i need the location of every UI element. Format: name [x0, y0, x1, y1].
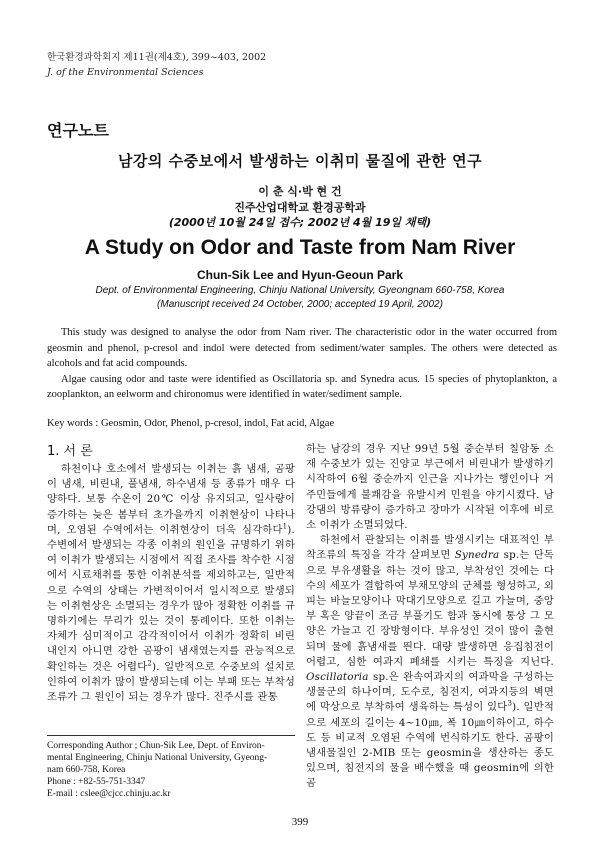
footnote-divider [47, 735, 295, 736]
section-tag: 연구노트 [47, 121, 109, 140]
title-en: A Study on Odor and Taste from Nam River [84, 236, 516, 259]
authors-ko: 이 춘 식·박 현 건 [258, 185, 342, 198]
authors-en: Chun-Sik Lee and Hyun-Geoun Park [196, 268, 404, 282]
body-text: ). 일반적으로 수중보의 설치로 인하여 이취가 많이 발생되는데 이는 부패 또는 부착성 조류가 그 원인이 되는 경우가 많다. 진주시를 관통 [47, 660, 295, 704]
body-text: 하천에서 관찰되는 이취를 발생시키는 대표적인 부착조류의 특징을 각각 살펴보면 [306, 534, 554, 562]
dates-ko: (2000년 10월 24일 접수; 2002년 4월 19일 채택) [168, 216, 432, 229]
abstract-paragraph: This study was designed to analyse the odor from Nam river. The characteristic odor in the water occurred from geosmin and phenol, p-cresol and indol were detected from sediment/water samples. The others were detected as alcohols and fat acid compounds. [47, 327, 557, 369]
journal-header [47, 50, 266, 80]
body-text: sp.는 단독으로 부유생활을 하는 것이 많고, 부착성인 것에는 다수의 세포가 결합하여 부채모양의 군체를 형성하고, 외피는 바늘모양이나 막대기모양으로 길고 가늘며, 중앙부 혹은 양끝이 조금 부풀기도 함과 동시에 통상 그 모양은 가늘고 긴 장방형이다. 부유성인 것이 많이 출현되며 물에 흙냄새를 띈다. 대량 발생하면 응집침전이 어렵고, 심한 여과지 폐쇄를 시키는 특징을 지닌다. [306, 549, 554, 668]
body-text: sp.은 완속여과지의 여과막을 구성하는 생물군의 하나이며, 도수로, 침전지, 여과지등의 벽면에 막상으로 부착하여 생육하는 특성이 있다 [306, 671, 554, 714]
species-name: Oscillatoria [306, 671, 369, 684]
section-heading-introduction: 1. 서 론 [47, 444, 93, 459]
footnote-line: E-mail : cslee@cjcc.chinju.ac.kr [47, 789, 171, 799]
body-column-left [47, 462, 295, 705]
keywords: Key words : Geosmin, Odor, Phenol, p-cresol, indol, Fat acid, Algae [47, 418, 335, 429]
citation-ref: 2 [147, 659, 152, 668]
footnote-line: Corresponding Author ; Chun-Sik Lee, Dept. of Environ- [47, 741, 265, 751]
page-number: 399 [291, 816, 309, 828]
footnote-line: mental Engineering, Chinju National University, Gyeong- [47, 753, 268, 763]
abstract [47, 325, 557, 403]
body-text: ). 일반적으로 세포의 길이는 4~10㎛, 폭 10㎛이하이고, 하수도 등 비교적 오염된 수역에 번식하기도 한다. 곰팡이 냄새물질인 2-MIB 또는 geosmin을 생산하는 종도 있으며, 침전지의 물을 배수했을 때 geosmin에 의한 곰 [306, 701, 554, 790]
dates-en: (Manuscript received 24 October, 2000; accepted 19 April, 2002) [157, 299, 443, 310]
affiliation-ko: 진주산업대학교 환경공학과 [234, 201, 366, 214]
body-paragraph: 하는 남강의 경우 지난 99년 5월 중순부터 칠암동 소재 수중보가 있는 진양교 부근에서 비린내가 발생하기 시작하여 6월 중순까지 인근을 지나가는 행인이나 거주민들에게 불쾌감을 유발시켜 민원을 야기시켰다. 남강댐의 방류량이 증가하고 장마가 시작된 이후에 비로소 이취가 소멸되었다. [306, 443, 554, 532]
abstract-paragraph: Algae causing odor and taste were identified as Oscillatoria sp. and Synedra acus. 15 species of phytoplankton, a zooplankton, an eelworm and chironomus were identified in water/sediment sample. [47, 373, 557, 400]
affiliation-en: Dept. of Environmental Engineering, Chinju National University, Gyeongnam 660-758, Korea [95, 285, 505, 296]
title-ko: 남강의 수중보에서 발생하는 이취미 물질에 관한 연구 [117, 152, 483, 170]
body-paragraph [47, 462, 295, 705]
body-column-right [306, 442, 554, 792]
journal-ko-line: 한국환경과학회지 제11권(제4호), 399~403, 2002 [47, 52, 267, 63]
body-text: 하천이나 호소에서 발생되는 이취는 흙 냄새, 곰팡이 냄새, 비린내, 풀냄새, 하수냄새 등 종류가 매우 다양하다. 보통 수온이 20℃ 이상 유지되고, 일사량이 증가하는 늦은 봄부터 초가을까지 이취현상이 나타나며, 오염된 수역에서는 이취현상이 더욱 심각하다 [47, 463, 295, 536]
body-text: ). 수변에서 발생되는 각종 이취의 원인을 규명하기 위하여 이취가 발생되는 시점에서 직접 조사를 착수한 시점에서 시료채취를 통한 이취분석를 제외하고는, 일반적으로 수역의 상태는 가변적이어서 일시적으로 발생되는 이취현상은 소멸되는 경우가 많아 정확한 이취를 규명하기에는 무리가 있는 것이 통례이다. 또한 이취는 자체가 심미적이고 감각적이어서 이취가 정확히 비린내인지 아니면 강한 곰팡이 냄새였는지를 관능적으로 확인하는 것은 어렵다 [47, 523, 295, 673]
species-name: Synedra [454, 549, 500, 562]
citation-ref: 1 [282, 522, 288, 531]
corresponding-author-footnote [47, 740, 295, 800]
journal-en-line: J. of the Environmental Sciences [47, 67, 204, 78]
body-paragraph [306, 533, 554, 791]
citation-ref: 3 [507, 700, 513, 709]
footnote-line: nam 660-758, Korea [47, 765, 126, 775]
footnote-line: Phone : +82-55-751-3347 [47, 777, 146, 787]
